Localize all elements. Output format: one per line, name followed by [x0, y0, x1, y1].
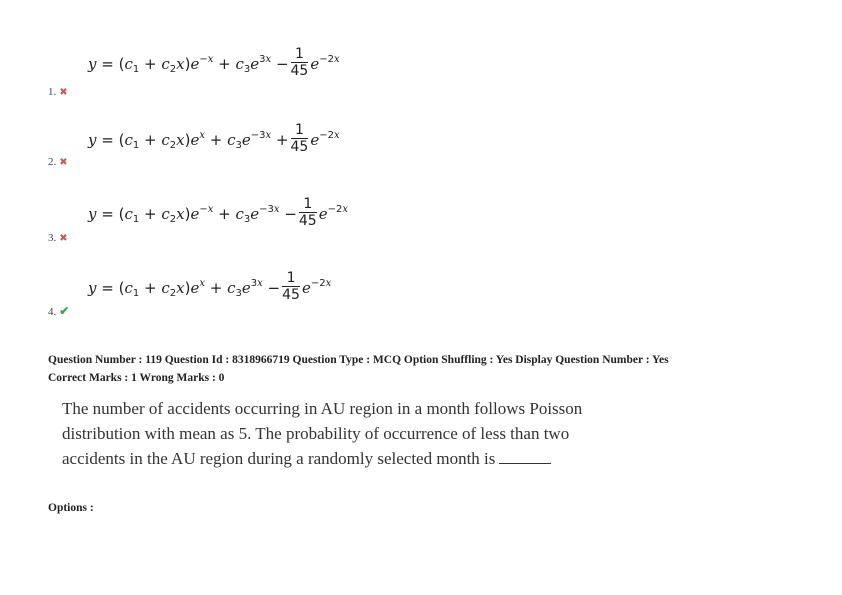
option-2-number-label: 2. [48, 156, 57, 168]
options-label: Options : [48, 502, 94, 514]
cross-icon: ✖ [59, 87, 68, 98]
check-icon: ✔ [59, 304, 70, 318]
question-meta-line-1: Question Number : 119 Question Id : 8318966719 Question Type : MCQ Option Shuffling : Yes Display Question Number : Yes [48, 354, 669, 366]
option-2-number [48, 156, 68, 168]
option-4-number-label: 4. [48, 306, 57, 318]
option-2-equation: $y = (c_1 + c_2x)e^x + c_3e^{-3x}$ + $\frac{1}{45}$ $e^{-2x}$ [88, 122, 340, 155]
question-meta-line-2: Correct Marks : 1 Wrong Marks : 0 [48, 372, 225, 384]
cross-icon: ✖ [59, 157, 68, 168]
option-3-number-label: 3. [48, 232, 57, 244]
option-1-equation: $y = (c_1 + c_2x)e^{-x} + c_3e^{3x}$ − $\frac{1}{45}$ $e^{-2x}$ [88, 46, 340, 79]
option-3-number [48, 232, 68, 244]
question-text-block [62, 396, 602, 471]
answer-blank [499, 463, 551, 464]
option-1-number-label: 1. [48, 86, 57, 98]
question-text: The number of accidents occurring in AU region in a month follows Poisson distribution with mean as 5. The probability of occurrence of less than two accidents in the AU region during a randomly selected month is [62, 399, 583, 468]
option-1-number [48, 86, 68, 98]
option-4-number [48, 304, 69, 319]
option-4-equation: $y = (c_1 + c_2x)e^x + c_3e^{3x}$ − $\frac{1}{45}$ $e^{-2x}$ [88, 270, 332, 303]
cross-icon: ✖ [59, 233, 68, 244]
option-3-equation: $y = (c_1 + c_2x)e^{-x} + c_3e^{-3x}$ − $\frac{1}{45}$ $e^{-2x}$ [88, 196, 348, 229]
